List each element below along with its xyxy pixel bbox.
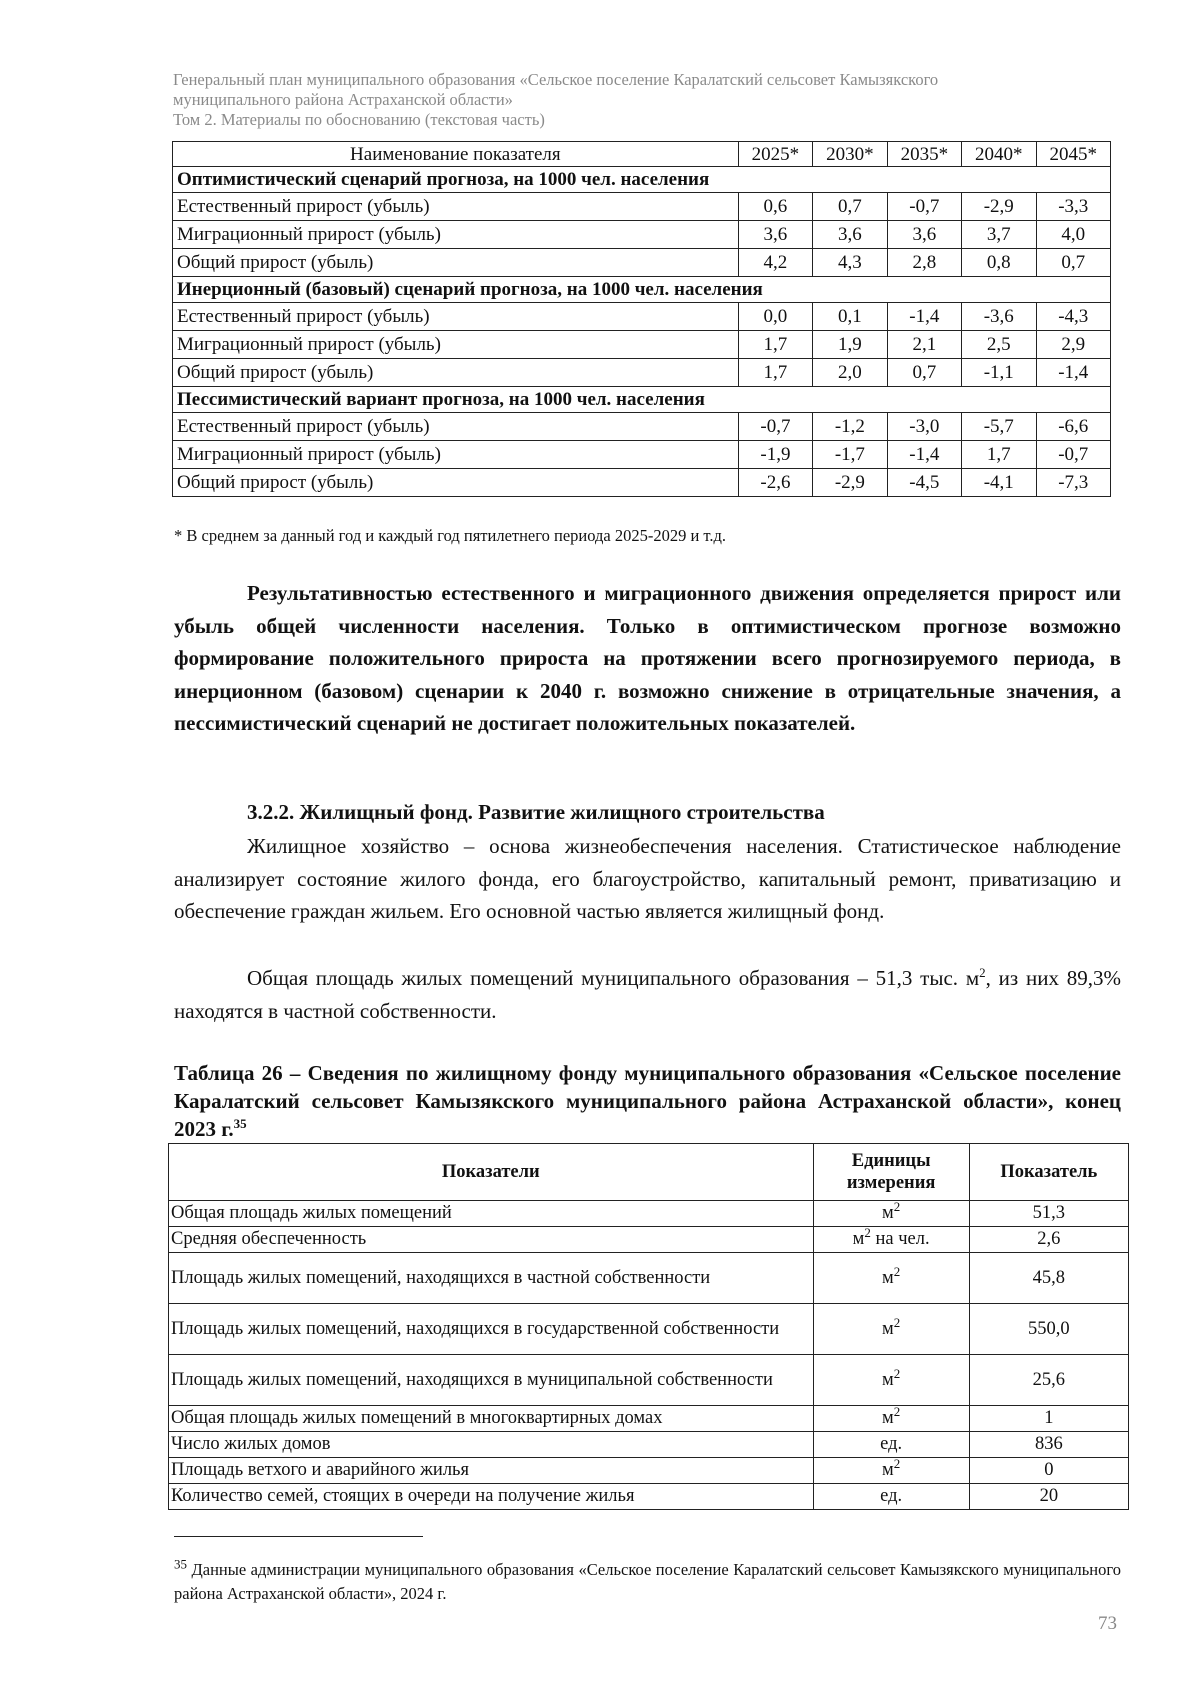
cell: -4,3: [1036, 303, 1111, 331]
cell: 0,1: [813, 303, 887, 331]
unit-sup: 2: [893, 1455, 901, 1471]
header-cell: 2040*: [962, 142, 1036, 167]
cell: 1,7: [738, 359, 812, 387]
row-label: Средняя обеспеченность: [169, 1227, 814, 1253]
housing-table: [168, 1143, 1129, 1510]
cell: -1,4: [1036, 359, 1111, 387]
cell: 4,2: [738, 249, 812, 277]
bold-paragraph: Результативностью естественного и миграционного движения определяется прирост или убыль общей численности населения. Только в оптимистическом прогнозе возможно формирование положительного прироста на протяжении всего прогнозируемого периода, в инерционном (базовом) сценарии к 2040 г. возможно снижение в отрицательные значения, а пессимистический сценарий не достигает положительных показателей.: [174, 581, 1121, 735]
value-cell: 45,8: [969, 1253, 1128, 1304]
cell: 3,6: [738, 221, 812, 249]
unit-sup: 2: [893, 1365, 901, 1381]
row-label: Естественный прирост (убыль): [173, 413, 739, 441]
value-cell: 836: [969, 1432, 1128, 1458]
unit-cell: [813, 1432, 969, 1458]
unit: м: [882, 1318, 894, 1339]
header-cell: 2025*: [738, 142, 812, 167]
cell: 1,7: [962, 441, 1036, 469]
footnote-divider: [174, 1536, 423, 1537]
paragraph-2-text: Общая площадь жилых помещений муниципального образования – 51,3 тыс. м: [247, 966, 980, 990]
cell: -4,1: [962, 469, 1036, 497]
unit: м: [882, 1369, 894, 1390]
table-row: [169, 1253, 1129, 1304]
table-caption: [174, 1059, 1121, 1143]
cell: 3,7: [962, 221, 1036, 249]
section-title: Оптимистический сценарий прогноза, на 1000 чел. населения: [173, 167, 1111, 193]
cell: 2,0: [813, 359, 887, 387]
table-row: [169, 1484, 1129, 1510]
table-header-row: [169, 1144, 1129, 1201]
running-header: [173, 70, 1133, 130]
section-row: [173, 277, 1111, 303]
value-cell: 51,3: [969, 1201, 1128, 1227]
unit-cell: [813, 1403, 969, 1432]
table-row: [173, 469, 1111, 497]
table-row: [173, 303, 1111, 331]
cell: 0,7: [887, 359, 961, 387]
cell: 4,3: [813, 249, 887, 277]
cell: -2,6: [738, 469, 812, 497]
unit-suffix: на чел.: [870, 1229, 930, 1249]
section-row: [173, 387, 1111, 413]
forecast-table: [172, 141, 1111, 497]
section-title: Пессимистический вариант прогноза, на 1000 чел. населения: [173, 387, 1111, 413]
header-cell: 2045*: [1036, 142, 1111, 167]
footnote-ref: 35: [233, 1116, 247, 1131]
unit: м: [882, 1203, 894, 1223]
superscript: 2: [979, 965, 986, 980]
row-label: Общий прирост (убыль): [173, 249, 739, 277]
value-cell: 1: [969, 1406, 1128, 1432]
unit-sup: 2: [893, 1314, 901, 1330]
unit: ед.: [880, 1434, 903, 1454]
footnote-35: [174, 1558, 1121, 1606]
section-title: Инерционный (базовый) сценарий прогноза, на 1000 чел. населения: [173, 277, 1111, 303]
table-row: [173, 359, 1111, 387]
header-cell: 2035*: [887, 142, 961, 167]
unit-sup: 2: [893, 1403, 901, 1419]
row-label: Общая площадь жилых помещений в многоквартирных домах: [169, 1406, 814, 1432]
cell: 0,8: [962, 249, 1036, 277]
cell: -1,7: [813, 441, 887, 469]
table-row: [169, 1432, 1129, 1458]
value-cell: 20: [969, 1484, 1128, 1510]
cell: 4,0: [1036, 221, 1111, 249]
value-cell: 2,6: [969, 1227, 1128, 1253]
table-row: [169, 1227, 1129, 1253]
table-row: [169, 1458, 1129, 1484]
row-label: Количество семей, стоящих в очереди на получение жилья: [169, 1484, 814, 1510]
cell: -3,6: [962, 303, 1036, 331]
table-row: [169, 1355, 1129, 1406]
row-label: Естественный прирост (убыль): [173, 303, 739, 331]
row-label: Число жилых домов: [169, 1432, 814, 1458]
row-label: Площадь жилых помещений, находящихся в муниципальной собственности: [169, 1355, 814, 1406]
header-cell: Показатели: [169, 1144, 814, 1201]
table-footnote: * В среднем за данный год и каждый год пятилетнего периода 2025-2029 и т.д.: [174, 526, 727, 545]
page-number: 73: [1098, 1613, 1117, 1634]
cell: 2,5: [962, 331, 1036, 359]
unit-sup: 2: [864, 1224, 871, 1240]
value-cell: 550,0: [969, 1304, 1128, 1355]
value-cell: 25,6: [969, 1355, 1128, 1406]
table-row: [169, 1406, 1129, 1432]
unit-cell: [813, 1198, 969, 1227]
unit-cell: [813, 1355, 969, 1406]
table-row: [173, 221, 1111, 249]
unit-sup: 2: [893, 1263, 901, 1279]
cell: -6,6: [1036, 413, 1111, 441]
value-cell: 0: [969, 1458, 1128, 1484]
table-row: [173, 413, 1111, 441]
cell: -2,9: [813, 469, 887, 497]
header-cell: Наименование показателя: [173, 142, 739, 167]
unit-cell: [813, 1253, 969, 1304]
cell: 2,8: [887, 249, 961, 277]
unit-cell: [813, 1455, 969, 1484]
header-cell: 2030*: [813, 142, 887, 167]
row-label: Общий прирост (убыль): [173, 359, 739, 387]
table-row: [173, 441, 1111, 469]
row-label: Миграционный прирост (убыль): [173, 221, 739, 249]
cell: -1,4: [887, 303, 961, 331]
row-label: Площадь ветхого и аварийного жилья: [169, 1458, 814, 1484]
cell: 1,9: [813, 331, 887, 359]
header-line-1: Генеральный план муниципального образования «Сельское поселение Каралатский сельсовет Камызякского: [173, 70, 939, 89]
cell: 1,7: [738, 331, 812, 359]
caption-text: Таблица 26 – Сведения по жилищному фонду муниципального образования «Сельское поселение Каралатский сельсовет Камызякского муниципального района Астраханской области», конец 2023 г.: [174, 1061, 1121, 1141]
section-row: [173, 167, 1111, 193]
table-row: [169, 1304, 1129, 1355]
cell: -3,0: [887, 413, 961, 441]
unit-cell: [813, 1224, 969, 1253]
table-row: [173, 249, 1111, 277]
cell: 0,6: [738, 193, 812, 221]
row-label: Площадь жилых помещений, находящихся в частной собственности: [169, 1253, 814, 1304]
table-row: [173, 331, 1111, 359]
cell: -1,2: [813, 413, 887, 441]
table-header-row: [173, 142, 1111, 167]
footnote-number: 35: [174, 1556, 187, 1572]
cell: 0,7: [1036, 249, 1111, 277]
row-label: Естественный прирост (убыль): [173, 193, 739, 221]
header-cell: Показатель: [969, 1144, 1128, 1201]
row-label: Площадь жилых помещений, находящихся в государственной собственности: [169, 1304, 814, 1355]
cell: -5,7: [962, 413, 1036, 441]
unit: м: [882, 1460, 894, 1480]
cell: 2,9: [1036, 331, 1111, 359]
cell: -4,5: [887, 469, 961, 497]
footnote-text: Данные администрации муниципального образования «Сельское поселение Каралатский сельсовет Камызякского муниципального района Астраханской области», 2024 г.: [174, 1560, 1121, 1603]
cell: -1,1: [962, 359, 1036, 387]
cell: -0,7: [738, 413, 812, 441]
unit-cell: [813, 1484, 969, 1510]
header-line-2: муниципального района Астраханской области»: [173, 90, 513, 109]
unit: ед.: [880, 1486, 903, 1506]
cell: -1,9: [738, 441, 812, 469]
cell: 3,6: [813, 221, 887, 249]
row-label: Общий прирост (убыль): [173, 469, 739, 497]
cell: -0,7: [1036, 441, 1111, 469]
row-label: Общая площадь жилых помещений: [169, 1201, 814, 1227]
row-label: Миграционный прирост (убыль): [173, 441, 739, 469]
cell: -3,3: [1036, 193, 1111, 221]
unit: м: [882, 1408, 894, 1428]
cell: -1,4: [887, 441, 961, 469]
header-cell: Единицы измерения: [813, 1144, 969, 1201]
unit-cell: [813, 1304, 969, 1355]
section-heading: 3.2.2. Жилищный фонд. Развитие жилищного строительства: [247, 800, 825, 824]
cell: -2,9: [962, 193, 1036, 221]
table-row: [173, 193, 1111, 221]
table-row: [169, 1201, 1129, 1227]
header-line-3: Том 2. Материалы по обоснованию (текстовая часть): [173, 110, 545, 129]
cell: 2,1: [887, 331, 961, 359]
unit: м: [852, 1229, 865, 1249]
cell: -7,3: [1036, 469, 1111, 497]
unit-sup: 2: [893, 1198, 901, 1214]
cell: 3,6: [887, 221, 961, 249]
unit: м: [882, 1267, 894, 1288]
cell: 0,7: [813, 193, 887, 221]
paragraph-2: [174, 962, 1121, 1027]
cell: -0,7: [887, 193, 961, 221]
cell: 0,0: [738, 303, 812, 331]
paragraph-2-text-end: , из них 89,3% находятся в частной собственности.: [174, 966, 1121, 1023]
row-label: Миграционный прирост (убыль): [173, 331, 739, 359]
paragraph-1: Жилищное хозяйство – основа жизнеобеспечения населения. Статистическое наблюдение анализирует состояние жилого фонда, его благоустройство, капитальный ремонт, приватизацию и обеспечение граждан жильем. Его основной частью является жилищный фонд.: [174, 834, 1121, 923]
